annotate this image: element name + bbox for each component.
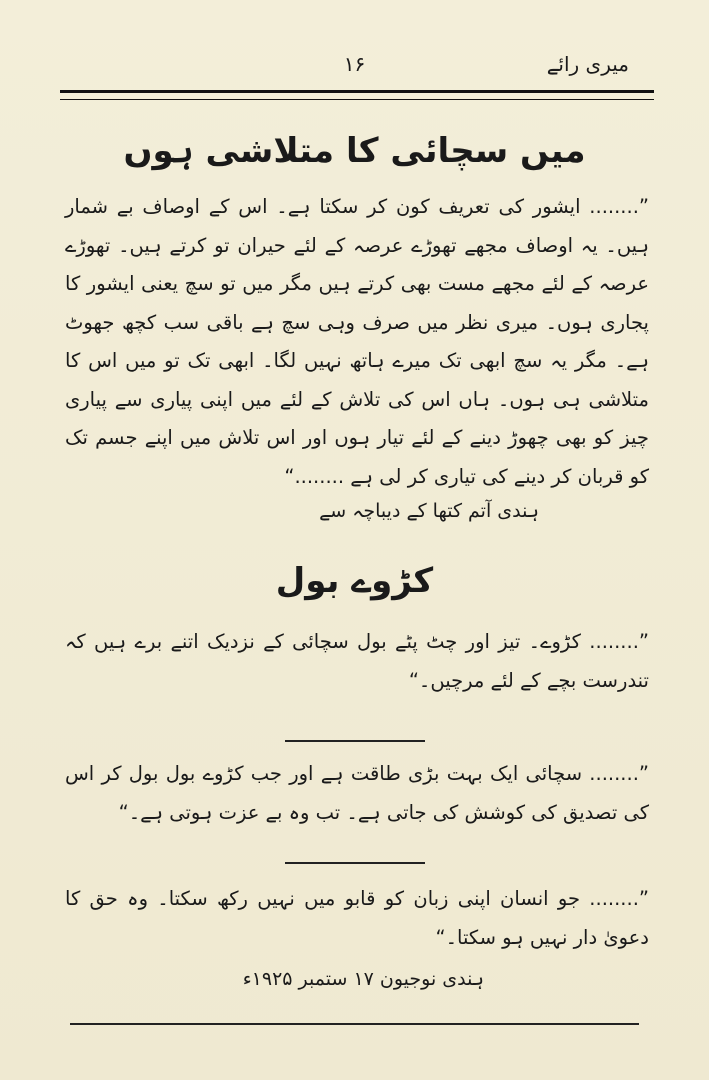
quote-source-autobiography: ہندی آتم کتھا کے دیباچہ سے xyxy=(319,500,539,522)
section-divider xyxy=(285,740,425,742)
header-rule xyxy=(60,90,654,100)
page-number: ۱۶ xyxy=(343,52,366,76)
quote-paragraph-control-tongue: ”........ جو انسان اپنی زبان کو قابو میں نہیں رکھ سکتا۔ وہ حق کا دعویٰ دار نہیں ہو سکتا۔“ xyxy=(65,887,649,949)
running-header xyxy=(60,48,649,88)
book-title: میری رائے xyxy=(546,52,629,76)
section-heading-bitter-words: کڑوے بول xyxy=(275,561,434,601)
footer-rule xyxy=(70,1023,639,1025)
quote-paragraph-bitter-words: ”........ کڑوے۔ تیز اور چٹ پٹے بول سچائی کے نزدیک اتنے برے ہیں کہ تندرست بچے کے لئے مرچیں۔“ xyxy=(65,630,649,692)
section-heading-truth-seeker: میں سچائی کا متلاشی ہوں xyxy=(123,131,586,171)
section-divider xyxy=(285,862,425,864)
quote-paragraph-truth-seeker: ”........ ایشور کی تعریف کون کر سکتا ہے۔ اس کے اوصاف بے شمار ہیں۔ یہ اوصاف مجھے تھوڑے عرصہ کے لئے حیران تو کرتے ہیں۔ تھوڑے عرصہ کے لئے مجھے مست بھی کرتے ہیں مگر میں تو سچ یعنی ایشور کا پجاری ہوں۔ میری نظر میں صرف وہی سچ ہے باقی سب کچھ جھوٹ ہے۔ مگر یہ سچ ابھی تک میرے ہاتھ نہیں لگا۔ ابھی تک تو میں اس کا متلاشی ہی ہوں۔ ہاں اس کی تلاش کے لئے میں اپنی پیاری سے پیاری چیز کو بھی چھوڑ دینے کے لئے تیار ہوں اور اس تلاش میں اپنے جسم تک کو قربان کر دینے کی تیاری کر لی ہے ........“ xyxy=(65,195,649,488)
quote-source-navjivan: ہندی نوجیون ۱۷ ستمبر ۱۹۲۵ء xyxy=(242,968,484,990)
quote-paragraph-truth-power: ”........ سچائی ایک بہت بڑی طاقت ہے اور جب کڑوے بول بول کر اس کی تصدیق کی کوشش کی جاتی ہے۔ تب وہ بے عزت ہوتی ہے۔“ xyxy=(65,762,649,824)
